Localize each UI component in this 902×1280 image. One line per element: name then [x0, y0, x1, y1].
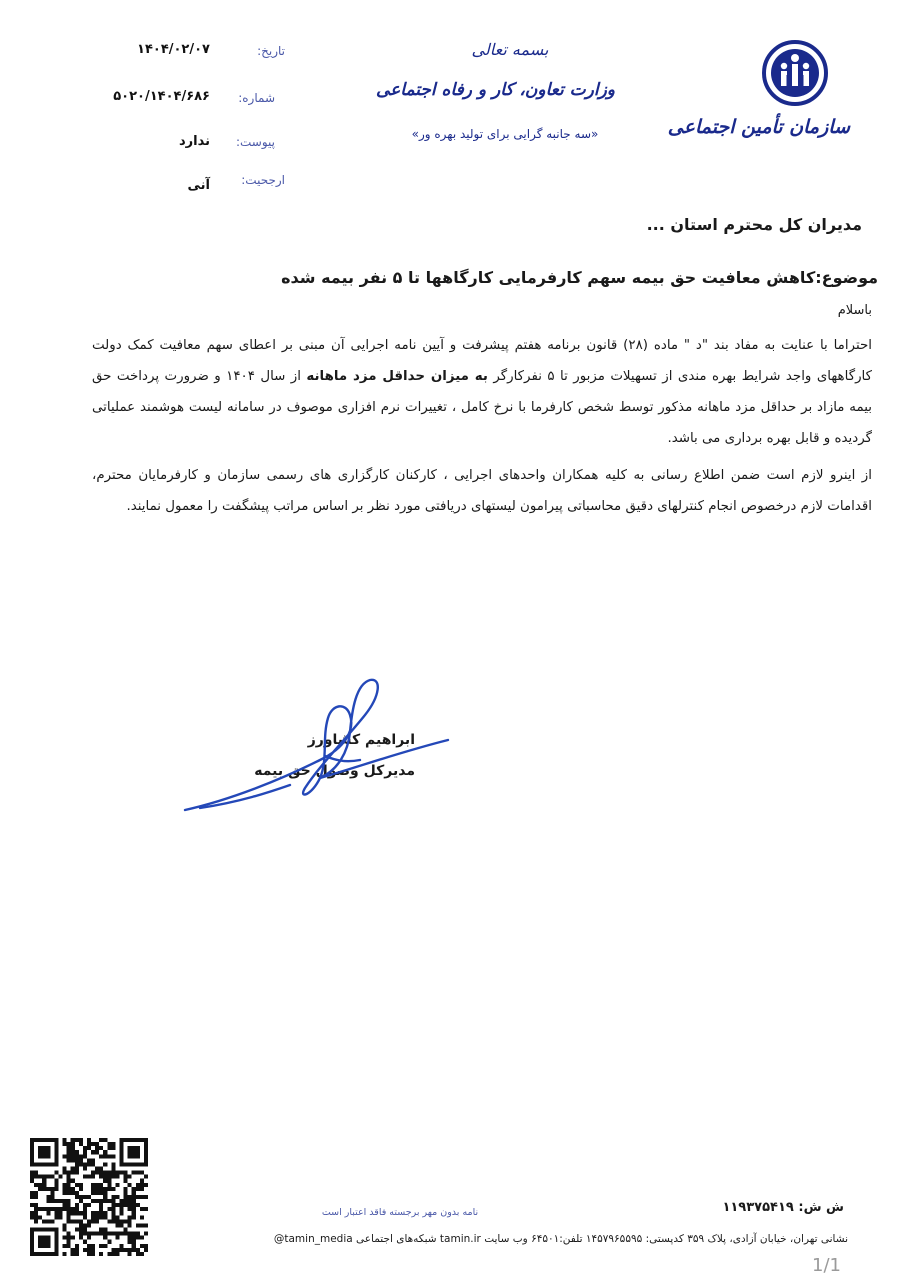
body-paragraph-1-bold: به میزان حداقل مزد ماهانه — [306, 369, 488, 384]
ministry-name: وزارت تعاون، کار و رفاه اجتماعی — [375, 80, 615, 100]
body-paragraph-1-part-a: احتراما با عنایت به مفاد بند "د " ماده (۲۸) قانون برنامه هفتم پیشرفت و آیین نامه اجرایی آن مبنی بر اعطای سهم معافیت کمک دولت کارگاههای واجد شرایط بهره مندی از تسهیلات مزبور تا ۵ نفرکارگر — [92, 338, 872, 384]
signer-name: ابراهیم کشاورز — [307, 732, 415, 748]
date-value: ۱۴۰۴/۰۲/۰۷ — [137, 42, 210, 57]
priority-label: ارجحیت: — [241, 173, 285, 187]
recipient: مدیران کل محترم استان ... — [646, 215, 862, 234]
footer-address: نشانی تهران، خیابان آزادی، پلاک ۳۵۹ کدپستی: ۱۴۵۷۹۶۵۵۹۵ تلفن:۶۴۵۰۱ وب سایت tamin.ir شبکه‌های اجتماعی tamin_media@ — [273, 1233, 848, 1245]
organization-name: سازمان تأمین اجتماعی — [667, 116, 850, 138]
basmala: بسمه تعالی — [471, 40, 549, 59]
body-paragraph-1 — [92, 330, 872, 454]
signer-title: مدیرکل وصول حق بیمه — [254, 763, 415, 779]
attachment-label: پیوست: — [235, 135, 275, 149]
number-value: ۵۰۲۰/۱۴۰۴/۶۸۶ — [113, 89, 210, 104]
page-number: 1/1 — [812, 1255, 841, 1276]
handwritten-signature — [170, 660, 460, 830]
priority-value: آنی — [187, 178, 210, 193]
subject-line: موضوع:کاهش معافیت حق بیمه سهم کارفرمایی کارگاهها تا ۵ نفر بیمه شده — [281, 268, 878, 287]
qr-code — [30, 1138, 148, 1256]
tamin-logo-icon — [762, 40, 828, 106]
body-paragraph-2: از اینرو لازم است ضمن اطلاع رسانی به کلیه همکاران واحدهای اجرایی ، کارکنان کارگزاری های رسمی سازمان و کارفرمایان محترم، اقدامات لازم درخصوص انجام کنترلهای دقیق محاسباتی پیرامون لیستهای دریافتی مورد نظر بر اساس مراتب پیشگفت را معمول نمایند. — [92, 468, 872, 514]
attachment-value: ندارد — [178, 134, 210, 149]
greeting: باسلام — [837, 303, 872, 318]
slogan: «سه جانبه گرایی برای تولید بهره ور» — [411, 127, 599, 141]
stamp-notice: نامه بدون مهر برجسته فاقد اعتبار است — [321, 1207, 479, 1218]
body-paragraph-1-part-b: از سال ۱۴۰۴ و ضرورت پرداخت حق بیمه مازاد بر حداقل مزد ماهانه مذکور توسط شخص کارفرما با نرخ کامل ، تغییرات نرم افزاری موصوف در سامانه لیست هوشمند عملیاتی گردیده و قابل بهره برداری می باشد. — [92, 369, 872, 446]
date-label: تاریخ: — [257, 44, 285, 58]
number-label: شماره: — [238, 91, 275, 105]
tracking-number: ش ش: ۱۱۹۳۷۵۴۱۹ — [722, 1200, 844, 1215]
